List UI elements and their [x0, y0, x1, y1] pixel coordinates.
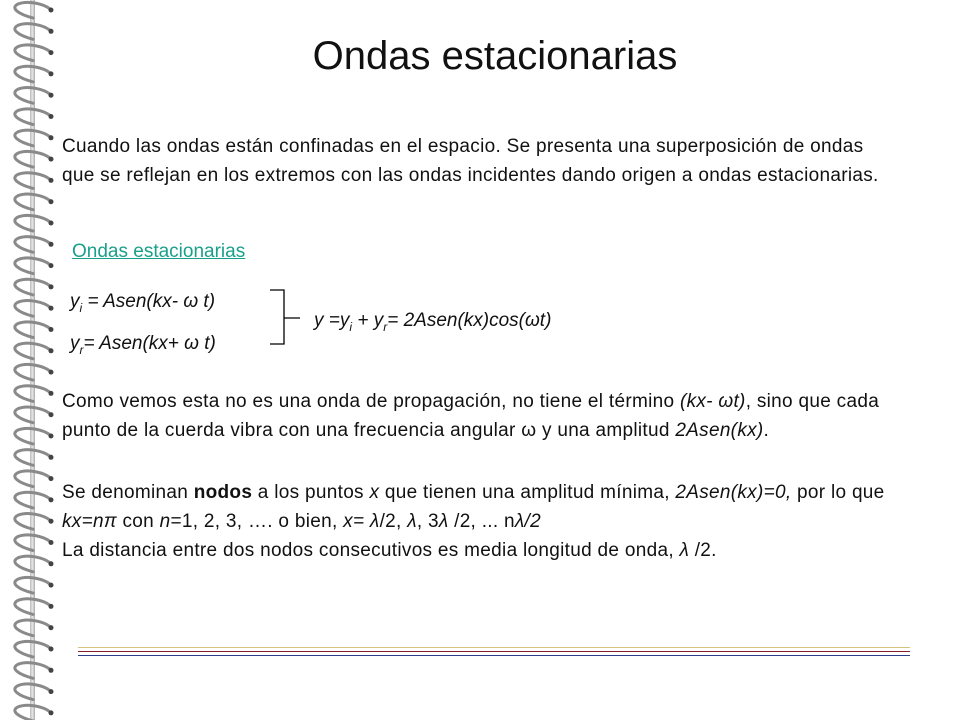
- binding-ring: [15, 109, 50, 125]
- binding-ring: [15, 705, 50, 720]
- binding-ring: [15, 279, 50, 295]
- binding-ring: [15, 684, 50, 700]
- binding-hole: [49, 604, 54, 609]
- binding-hole: [49, 689, 54, 694]
- binding-ring: [15, 194, 50, 210]
- binding-ring: [15, 343, 50, 359]
- binding-hole: [49, 710, 54, 715]
- binding-hole: [49, 178, 54, 183]
- binding-hole: [49, 668, 54, 673]
- binding-ring: [15, 663, 50, 679]
- binding-hole: [49, 476, 54, 481]
- binding-hole: [49, 348, 54, 353]
- binding-hole: [49, 221, 54, 226]
- binding-ring: [15, 215, 50, 231]
- binding-hole: [49, 497, 54, 502]
- binding-ring: [15, 258, 50, 274]
- binding-ring: [15, 386, 50, 402]
- binding-ring: [15, 237, 50, 253]
- binding-ring: [15, 301, 50, 317]
- slide-title: Ondas estacionarias: [312, 34, 678, 78]
- binding-hole: [49, 135, 54, 140]
- binding-ring: [15, 130, 50, 146]
- binding-hole: [49, 647, 54, 652]
- footer-rule-gold: [78, 647, 910, 648]
- binding-ring: [15, 173, 50, 189]
- binding-ring: [15, 599, 50, 615]
- binding-ring: [15, 364, 50, 380]
- binding-hole: [49, 412, 54, 417]
- binding-hole: [49, 625, 54, 630]
- binding-hole: [49, 114, 54, 119]
- binding-hole: [49, 583, 54, 588]
- binding-hole: [49, 391, 54, 396]
- binding-ring: [15, 322, 50, 338]
- binding-ring: [15, 492, 50, 508]
- binding-ring: [15, 428, 50, 444]
- binding-ring: [15, 151, 50, 167]
- binding-ring: [15, 2, 50, 18]
- binding-rings: [0, 0, 62, 720]
- binding-hole: [49, 455, 54, 460]
- bracket-connector: [268, 288, 308, 348]
- binding-ring: [15, 535, 50, 551]
- binding-hole: [49, 561, 54, 566]
- propagation-paragraph: Como vemos esta no es una onda de propagación, no tiene el término (kx- ωt), sino que cada punto de la cuerda vibra con una frecuencia angular ω y una amplitud 2Asen(kx).: [62, 391, 880, 441]
- binding-hole: [49, 327, 54, 332]
- binding-ring: [15, 450, 50, 466]
- binding-hole: [49, 519, 54, 524]
- binding-ring: [15, 556, 50, 572]
- footer-rule-navy: [78, 655, 910, 656]
- reflected-wave-equation: $y_r=$ Asen(kx+ ω t): [70, 333, 216, 357]
- binding-ring: [15, 471, 50, 487]
- binding-hole: [49, 8, 54, 13]
- binding-hole: [49, 263, 54, 268]
- binding-ring: [15, 620, 50, 636]
- binding-ring: [15, 407, 50, 423]
- binding-hole: [49, 284, 54, 289]
- spiral-binding: [0, 0, 62, 720]
- binding-hole: [49, 434, 54, 439]
- nodes-paragraph: Se denominan nodos a los puntos x que tienen una amplitud mínima, 2Asen(kx)=0, por lo que kx=nπ con n=1, 2, 3, …. o bien, x= λ/2, λ, 3λ /2, ... nλ/2 La distancia entre dos nodos consecutivos es media longitud de onda, λ /2.: [62, 482, 885, 561]
- superposition-equation: $y =y_i + y_r=$ 2Asen(kx)cos(ωt): [314, 310, 552, 334]
- footer-rule-maroon: [78, 651, 910, 652]
- standing-waves-link[interactable]: Ondas estacionarias: [72, 241, 246, 262]
- binding-hole: [49, 306, 54, 311]
- binding-hole: [49, 242, 54, 247]
- binding-ring: [15, 641, 50, 657]
- binding-hole: [49, 370, 54, 375]
- binding-hole: [49, 157, 54, 162]
- intro-paragraph: Cuando las ondas están confinadas en el espacio. Se presenta una superposición de ondas que se reflejan en los extremos con las ondas incidentes dando origen a ondas estacionarias.: [62, 136, 879, 186]
- binding-hole: [49, 93, 54, 98]
- binding-ring: [15, 514, 50, 530]
- binding-ring: [15, 88, 50, 104]
- binding-ring: [15, 577, 50, 593]
- nodes-term: nodos: [193, 482, 253, 503]
- incident-wave-equation: $y_i$ = Asen(kx- ω t): [70, 291, 216, 315]
- binding-hole: [49, 199, 54, 204]
- binding-hole: [49, 540, 54, 545]
